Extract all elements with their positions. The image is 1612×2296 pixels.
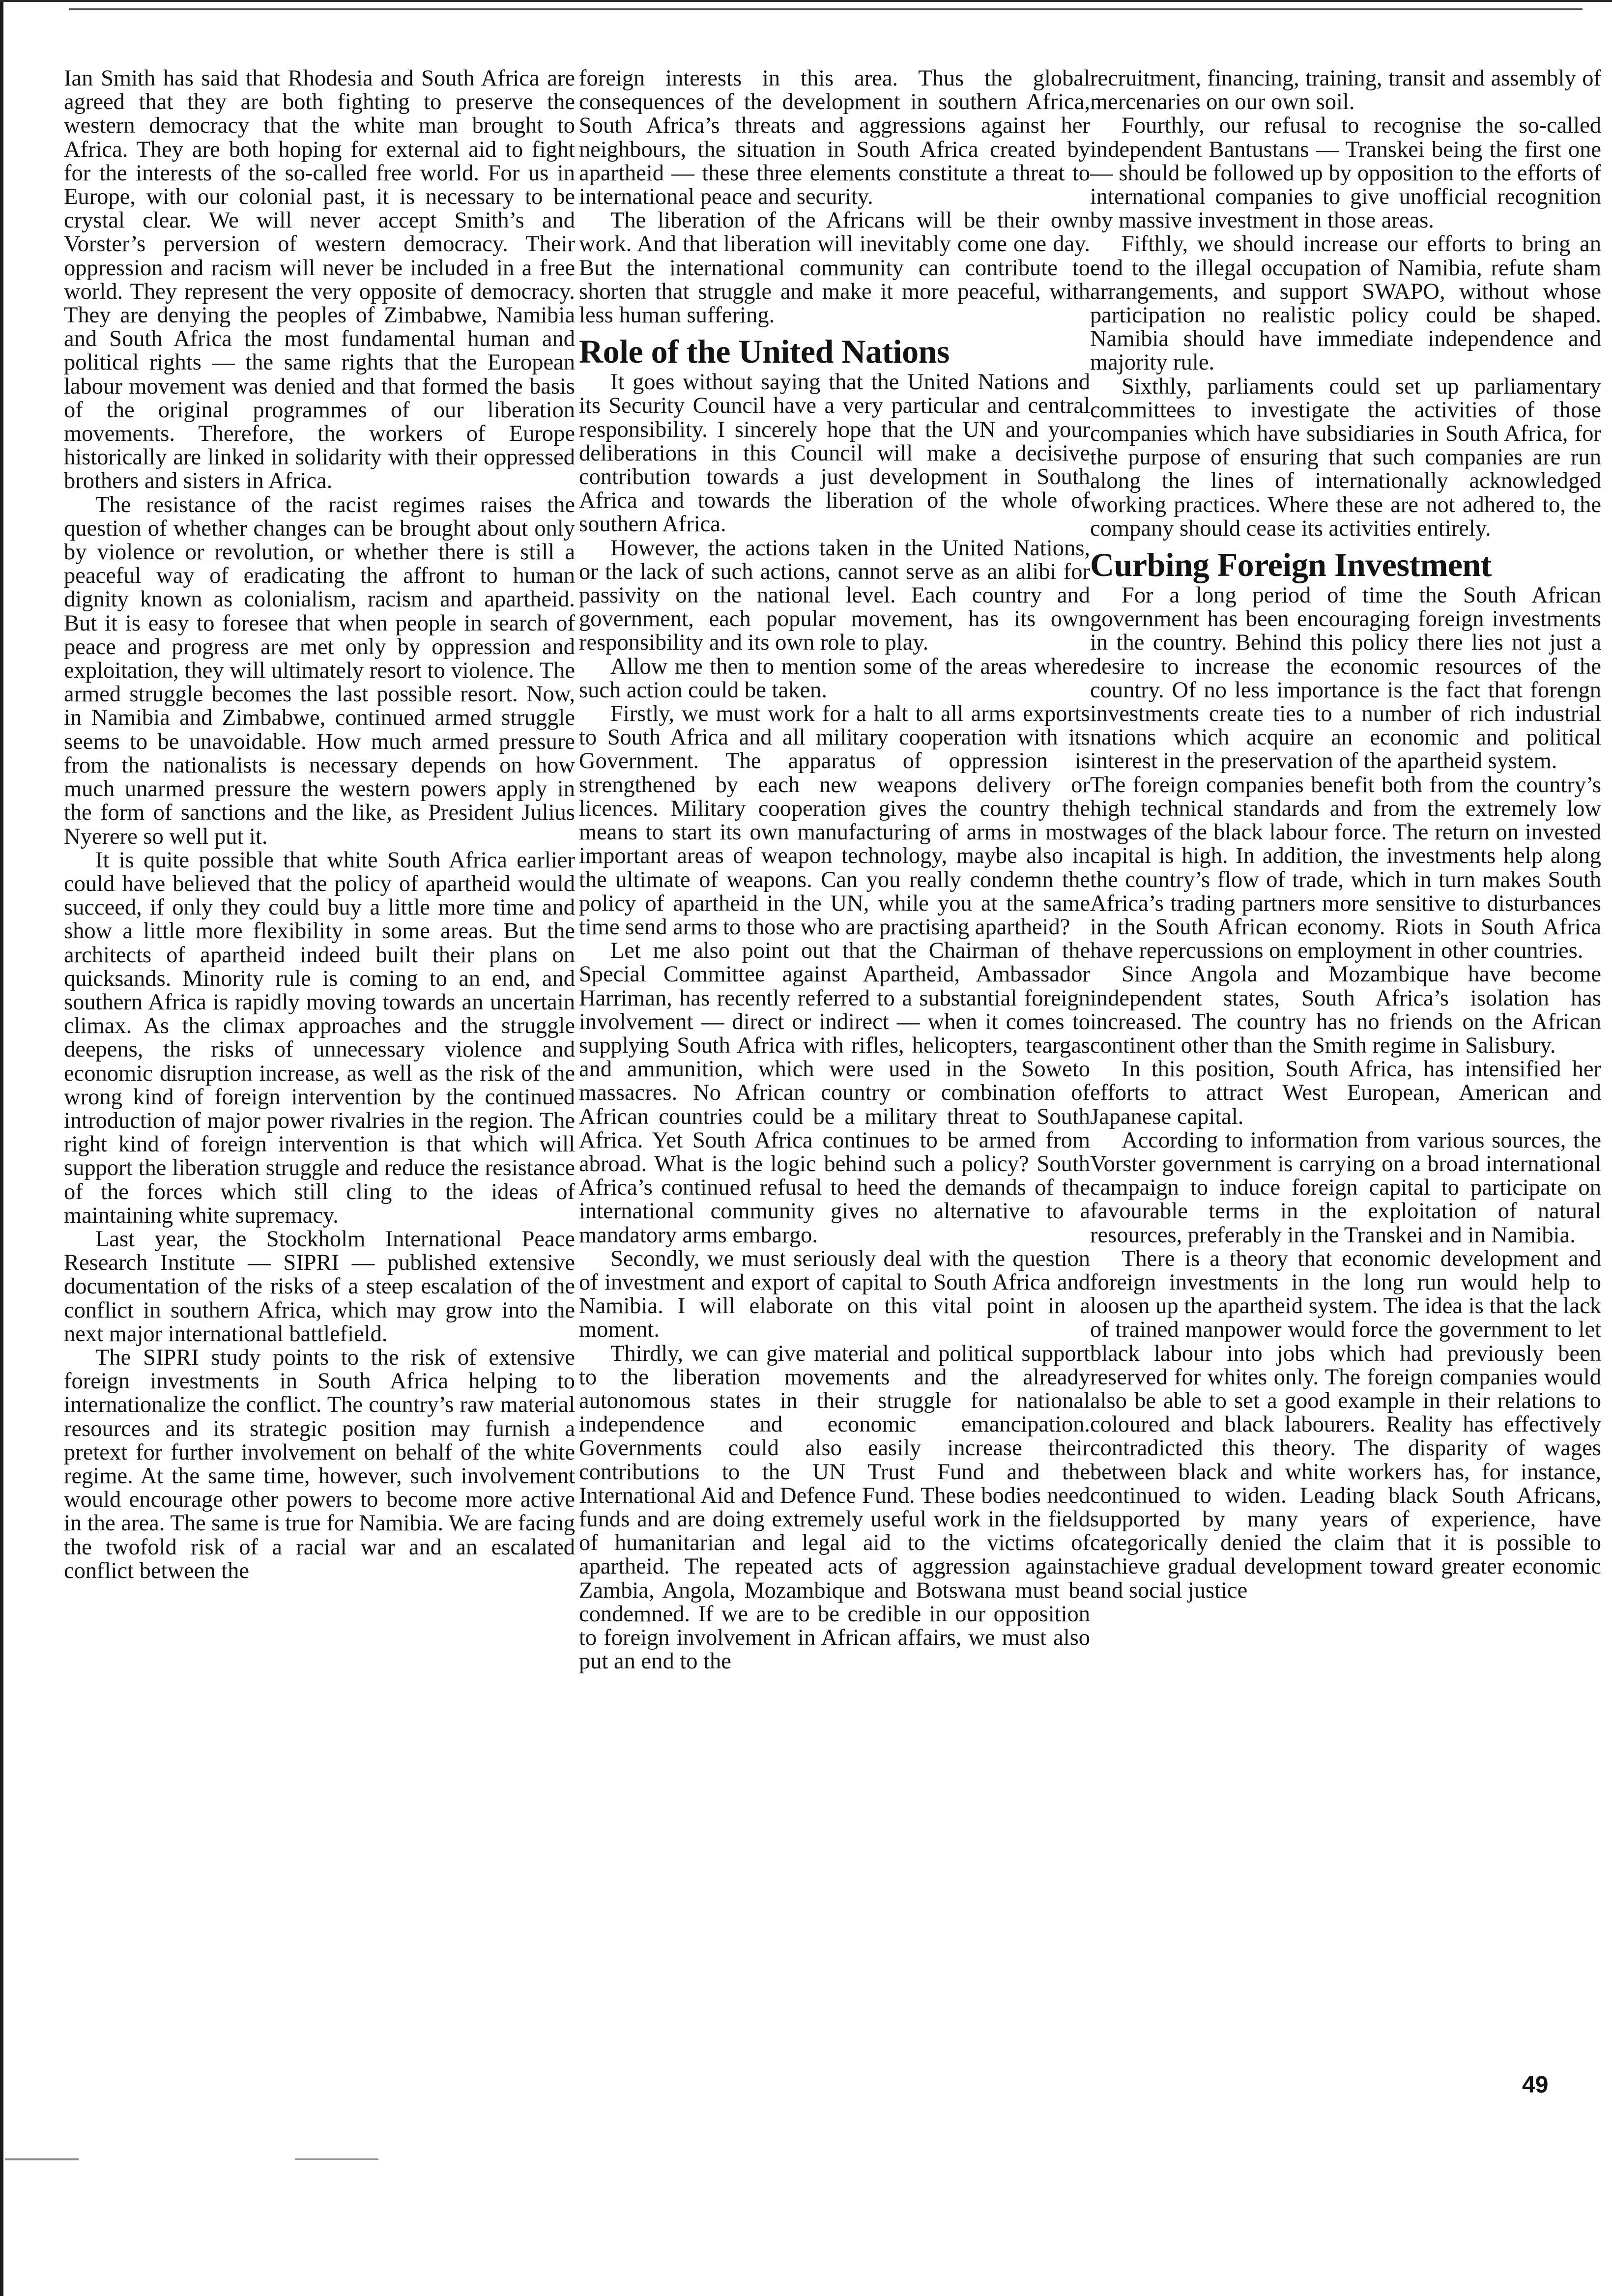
paragraph: It is quite possible that white South Africa earlier could have believed that the policy of apartheid would succeed, if only they could buy a little more time and show a little more flexibility in some areas. But the architects of apartheid indeed built their plans on quicksands. Minority rule is coming to an end, and southern Africa is rapidly moving towards an uncertain climax. As the climax approaches and the struggle deepens, the risks of unnecessary violence and economic disruption increase, as well as the risk of the wrong kind of foreign intervention by the continued introduction of major power rivalries in the region. The right kind of foreign intervention is that which will support the liberation struggle and reduce the resistance of the forces which still cling to the ideas of maintaining white supremacy. (64, 847, 575, 1228)
paragraph: Let me also point out that the Chairman of the Special Committee against Apartheid, Ambassador Harriman, has recently referred to a substantial foreign involvement — direct or indirect — when it comes to supplying South Africa with rifles, helicopters, teargas and ammunition, which were used in the Soweto massacres. No African country or combination of African countries could be a military threat to South Africa. Yet South Africa continues to be armed from abroad. What is the logic behind such a policy? South Africa’s continued refusal to heed the demands of the international community gives no alternative to a mandatory arms embargo. (579, 938, 1090, 1248)
bulleted-paragraph (1090, 774, 1601, 963)
paragraph: There is a theory that economic development and foreign investments in the long run would help to loosen up the apartheid system. The idea is that the lack of trained manpower would force the government to let black labour into jobs which had previously been reserved for whites only. The foreign companies would also be able to set a good example in their relations to coloured and black labourers. Reality has effectively contradicted this theory. The disparity of wages between black and white workers has, for instance, continued to widen. Leading black South Africans, supported by many years of experience, have categorically denied the claim that it is possible to achieve gradual development toward greater economic and social justice (1090, 1246, 1601, 1603)
top-rule (69, 8, 1583, 10)
text-column-2 (579, 67, 1090, 2028)
paragraph: The liberation of the Africans will be their own work. And that liberation will inevitably come one day. But the international community can contribute to shorten that struggle and make it more peaceful, with less human suffering. (579, 208, 1090, 328)
paragraph: According to information from various sources, the Vorster government is carrying on a broad international campaign to induce foreign capital to participate on favourable terms in the exploitation of natural resources, preferably in the Transkei and in Namibia. (1090, 1127, 1601, 1248)
paragraph: Ian Smith has said that Rhodesia and South Africa are agreed that they are both fighting to preserve the western democracy that the white man brought to Africa. They are both hoping for external aid to fight for the interests of the so-called free world. For us in Europe, with our colonial past, it is necessary to be crystal clear. We will never accept Smith’s and Vorster’s perversion of western democracy. Their oppression and racism will never be included in a free world. They represent the very opposite of democracy. They are denying the peoples of Zimbabwe, Namibia and South Africa the most fundamental human and political rights — the same rights that the European labour movement was denied and that formed the basis of the original programmes of our liberation movements. Therefore, the workers of Europe historically are linked in solidarity with their oppressed brothers and sisters in Africa. (64, 67, 575, 494)
text-column-1 (64, 67, 575, 2028)
paragraph: Last year, the Stockholm International Peace Research Institute — SIPRI — published extensive documentation of the risks of a steep escalation of the conflict in southern Africa, which may grow into the next major international battlefield. (64, 1226, 575, 1347)
scan-mark-bottom-mid (295, 2158, 378, 2160)
scan-edge-left (0, 0, 3, 2296)
section-heading: Curbing Foreign Investment (1090, 546, 1492, 584)
paragraph: The resistance of the racist regimes raises the question of whether changes can be brought about only by violence or revolution, or whether there is still a peaceful way of eradicating the affront to human dignity known as colonialism, racism and apartheid. But it is easy to foresee that when people in search of peace and progress are met only by oppression and exploitation, they will ultimately resort to violence. The armed struggle becomes the last possible resort. Now, in Namibia and Zimbabwe, continued armed struggle seems to be unavoidable. How much armed pressure from the nationalists is necessary depends on how much unarmed pressure the western powers apply in the form of sanctions and the like, as President Julius Nyerere so well put it. (64, 492, 575, 849)
paragraph: Secondly, we must seriously deal with the question of investment and export of capital to South Africa and Namibia. I will elaborate on this vital point in a moment. (579, 1246, 1090, 1343)
paragraph: Sixthly, parliaments could set up parliamentary committees to investigate the activities of those companies which have subsidiaries in South Africa, for the purpose of ensuring that such companies are run along the lines of internationally acknowledged working practices. Where these are not adhered to, the company should cease its activities entirely. (1090, 373, 1601, 541)
section-heading: Role of the United Nations (579, 333, 950, 371)
bulleted-paragraph-text: The foreign companies benefit both from the country’s high technical standards and from the extremely low wages of the black labour force. The return on invested capital is high. In addition, the investments help along the country’s flow of trade, which in turn makes South Africa’s trading partners more sensitive to disturbances in the South African economy. Riots in South Africa have repercussions on employment in other countries. (1090, 772, 1601, 964)
paragraph: Thirdly, we can give material and political support to the liberation movements and the already autonomous states in their struggle for national independence and economic emancipation. Governments could also easily increase their contributions to the UN Trust Fund and the International Aid and Defence Fund. These bodies need funds and are doing extremely useful work in the field of humanitarian and legal aid to the victims of apartheid. The repeated acts of aggression against Zambia, Angola, Mozambique and Botswana must be condemned. If we are to be credible in our opposition to foreign involvement in African affairs, we must also put an end to the (579, 1341, 1090, 1674)
paragraph: However, the actions taken in the United Nations, or the lack of such actions, cannot serve as an alibi for passivity on the national level. Each country and government, each popular movement, has its own responsibility and its own role to play. (579, 535, 1090, 656)
paragraph: Allow me then to mention some of the areas where such action could be taken. (579, 654, 1090, 703)
scan-mark-bottom-left (5, 2158, 79, 2160)
paragraph: In this position, South Africa, has intensified her efforts to attract West European, American and Japanese capital. (1090, 1057, 1601, 1129)
text-column-3 (1090, 67, 1601, 2028)
paragraph: Firstly, we must work for a halt to all arms exports to South Africa and all military cooperation with its Government. The apparatus of oppression is strengthened by each new weapons delivery or licences. Military cooperation gives the country the means to start its own manufacturing of arms in most important areas of weapon technology, maybe also in the ultimate of weapons. Can you really condemn the policy of apartheid in the UN, while you at the same time send arms to those who are practising apartheid? (579, 701, 1090, 940)
paragraph: Since Angola and Mozambique have become independent states, South Africa’s isolation has increased. The country has no friends on the African continent other than the Smith regime in Salisbury. (1090, 962, 1601, 1058)
page-number: 49 (1522, 2072, 1549, 2098)
paragraph: Fifthly, we should increase our efforts to bring an end to the illegal occupation of Namibia, refute sham arrangements, and support SWAPO, without whose participation no realistic policy could be shaped. Namibia should have immediate independence and majority rule. (1090, 231, 1601, 375)
scan-edge-top (0, 0, 1612, 2)
paragraph: The SIPRI study points to the risk of extensive foreign investments in South Africa helping to internationalize the conflict. The country’s raw material resources and its strategic position may furnish a pretext for further involvement on behalf of the white regime. At the same time, however, such involvement would encourage other powers to become more active in the area. The same is true for Namibia. We are facing the twofold risk of a racial war and an escalated conflict between the (64, 1345, 575, 1583)
paragraph: recruitment, financing, training, transit and assembly of mercenaries on our own soil. (1090, 67, 1601, 115)
paragraph: foreign interests in this area. Thus the global consequences of the development in southern Africa, South Africa’s threats and aggressions against her neighbours, the situation in South Africa created by apartheid — these three elements constitute a threat to international peace and security. (579, 67, 1090, 210)
paragraph: For a long period of time the South African government has been encouraging foreign investments in the country. Behind this policy there lies not just a desire to increase the economic resources of the country. Of no less importance is the fact that forengn investments create ties to a number of rich industrial nations which acquire an economic and political interest in the preservation of the apartheid system. (1090, 583, 1601, 774)
paragraph: It goes without saying that the United Nations and its Security Council have a very particular and central responsibility. I sincerely hope that the UN and your deliberations in this Council will make a decisive contribution towards a just development in South Africa and towards the liberation of the whole of southern Africa. (579, 370, 1090, 537)
paragraph: Fourthly, our refusal to recognise the so-called independent Bantustans — Transkei being the first one — should be followed up by opposition to the efforts of international companies to give unofficial recognition by massive investment in those areas. (1090, 113, 1601, 233)
